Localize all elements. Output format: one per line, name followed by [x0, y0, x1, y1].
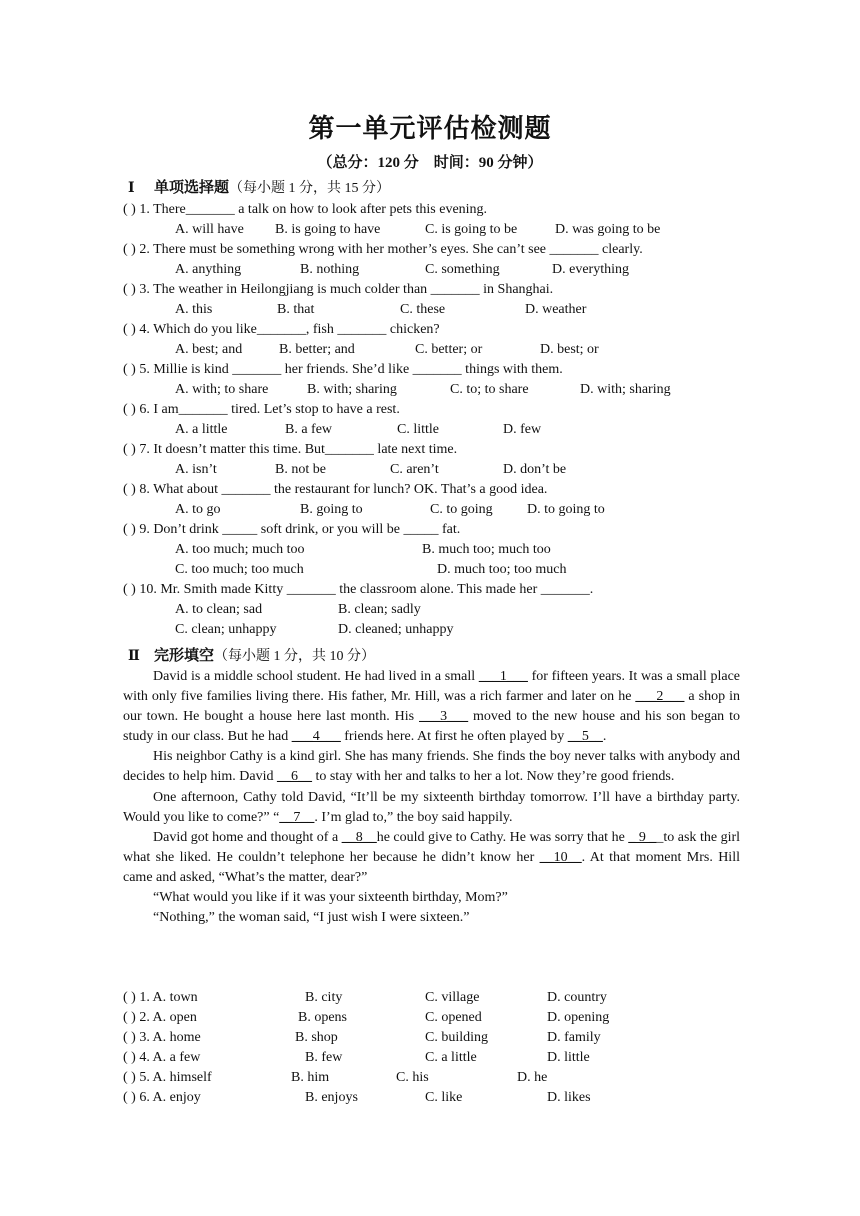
cloze-option: B. shop — [295, 1030, 338, 1045]
question-stem: ( ) 7. It doesn’t matter this time. But_______ late next time. — [123, 442, 458, 457]
answer-option: A. too much; much too — [175, 542, 305, 557]
question-stem: ( ) 6. I am_______ tired. Let’s stop to have a rest. — [123, 402, 400, 417]
cloze-blank: ___4___ — [291, 729, 341, 745]
cloze-blank: __6__ — [276, 769, 312, 785]
passage-text: for fifteen years. It was a small place with only five families living there. His father, Mr. Hill, was a rich farmer and later on he — [123, 669, 741, 705]
passage-text: friends here. At first he often played by — [340, 729, 568, 745]
answer-option: B. much too; much too — [422, 542, 551, 557]
cloze-option: C. building — [425, 1030, 489, 1045]
answer-option: C. to going — [430, 502, 493, 517]
cloze-blank: __10__ — [539, 849, 582, 865]
passage-paragraph — [123, 788, 740, 828]
answer-option: A. best; and — [175, 342, 243, 357]
answer-option: D. to going to — [527, 502, 605, 517]
cloze-question-stem: ( ) 3. A. home — [123, 1030, 201, 1045]
cloze-option: C. his — [396, 1070, 429, 1085]
answer-option: A. with; to share — [175, 382, 269, 397]
section2-heading — [128, 646, 375, 666]
page-subtitle: （总分：120 分 时间：90 分钟） — [317, 155, 543, 171]
answer-option: D. best; or — [540, 342, 599, 357]
answer-option: D. with; sharing — [580, 382, 671, 397]
section2-note: （每小题 1 分，共 10 分） — [214, 649, 376, 664]
answer-option: B. better; and — [279, 342, 355, 357]
passage-text: “Nothing,” the woman said, “I just wish I were sixteen.” — [153, 910, 470, 926]
answer-option: B. is going to have — [275, 222, 381, 237]
passage-text: moved to the new house and his son began to study in our class. But he had — [123, 709, 741, 745]
passage-text: His neighbor Cathy is a kind girl. She has many friends. She finds the boy never talks with anybody and decides to help him. David — [123, 749, 740, 785]
answer-option: C. too much; too much — [175, 562, 304, 577]
answer-option: A. isn’t — [175, 462, 217, 477]
answer-option: A. will have — [175, 222, 244, 237]
cloze-option: D. likes — [547, 1090, 591, 1105]
cloze-option: D. family — [547, 1030, 601, 1045]
passage-text: . At that moment Mrs. Hill came and asked, “What’s the matter, dear?” — [123, 849, 740, 885]
cloze-option: D. little — [547, 1050, 590, 1065]
cloze-option: D. he — [517, 1070, 548, 1085]
cloze-blank: ___3___ — [419, 709, 469, 725]
cloze-question-stem: ( ) 1. A. town — [123, 990, 198, 1005]
answer-option: B. a few — [285, 422, 333, 437]
answer-option: C. is going to be — [425, 222, 518, 237]
cloze-option: C. village — [425, 990, 480, 1005]
answer-option: C. clean; unhappy — [175, 622, 277, 637]
cloze-option: B. opens — [298, 1010, 347, 1025]
cloze-blank: _ 9 _ — [628, 829, 657, 845]
passage-paragraph — [123, 888, 740, 908]
answer-option: C. to; to share — [450, 382, 529, 397]
passage-text: David is a middle school student. He had lived in a small — [153, 669, 479, 684]
answer-option: B. clean; sadly — [338, 602, 421, 617]
section1-title: 单项选择题 — [154, 180, 230, 196]
passage-text: he could give to Cathy. He was sorry that he — [376, 829, 629, 845]
section2-title: 完形填空 — [154, 648, 215, 664]
answer-option: C. something — [425, 262, 500, 277]
cloze-blank: __7__ — [279, 809, 315, 825]
cloze-option: C. opened — [425, 1010, 482, 1025]
question-stem: ( ) 1. There_______ a talk on how to look after pets this evening. — [123, 202, 488, 217]
passage-text: . — [602, 729, 607, 745]
page-title: 第一单元评估检测题 — [308, 114, 552, 143]
answer-option: C. aren’t — [390, 462, 439, 477]
answer-option: B. that — [277, 302, 315, 317]
answer-option: B. not be — [275, 462, 326, 477]
passage-text: One afternoon, Cathy told David, “It’ll be my sixteenth birthday tomorrow. I’ll have a birthday party. Would you like to come?” “ — [123, 789, 740, 825]
answer-option: D. cleaned; unhappy — [338, 622, 454, 637]
question-stem: ( ) 2. There must be something wrong with her mother’s eyes. She can’t see _______ clearly. — [123, 242, 643, 257]
answer-option: A. anything — [175, 262, 242, 277]
cloze-option: B. few — [305, 1050, 343, 1065]
answer-option: A. to clean; sad — [175, 602, 263, 617]
answer-option: D. everything — [552, 262, 629, 277]
answer-option: C. little — [397, 422, 439, 437]
passage-text: . I’m glad to,” the boy said happily. — [314, 809, 513, 825]
question-stem: ( ) 8. What about _______ the restaurant for lunch? OK. That’s a good idea. — [123, 482, 548, 497]
passage-text: David got home and thought of a — [153, 829, 342, 845]
cloze-blank: ___1___ — [478, 669, 528, 684]
cloze-passage — [123, 667, 740, 928]
answer-option: B. with; sharing — [307, 382, 397, 397]
cloze-option: D. country — [547, 990, 607, 1005]
passage-text: to stay with her and talks to her a lot. Now they’re good friends. — [311, 769, 675, 785]
answer-option: B. going to — [300, 502, 363, 517]
cloze-option: C. a little — [425, 1050, 477, 1065]
passage-text: _to ask the girl what she liked. He couldn’t telephone her because he didn’t know her — [123, 829, 741, 865]
answer-option: A. this — [175, 302, 213, 317]
passage-paragraph — [123, 908, 740, 928]
answer-option: A. to go — [175, 502, 221, 517]
cloze-option: D. opening — [547, 1010, 610, 1025]
question-stem: ( ) 5. Millie is kind _______ her friends. She’d like _______ things with them. — [123, 362, 563, 377]
section1-heading — [128, 178, 390, 198]
passage-text: “What would you like if it was your sixteenth birthday, Mom?” — [153, 890, 508, 906]
cloze-blank: __8__ — [341, 829, 377, 845]
question-stem: ( ) 10. Mr. Smith made Kitty _______ the classroom alone. This made her _______. — [123, 582, 594, 597]
answer-option: C. these — [400, 302, 446, 317]
question-stem: ( ) 3. The weather in Heilongjiang is much colder than _______ in Shanghai. — [123, 282, 554, 297]
cloze-question-stem: ( ) 6. A. enjoy — [123, 1090, 201, 1105]
cloze-option: B. enjoys — [305, 1090, 358, 1105]
cloze-option: C. like — [425, 1090, 463, 1105]
question-stem: ( ) 9. Don’t drink _____ soft drink, or you will be _____ fat. — [123, 522, 461, 537]
section1-number: Ⅰ — [128, 181, 135, 196]
answer-option: D. much too; too much — [437, 562, 567, 577]
cloze-question-stem: ( ) 4. A. a few — [123, 1050, 201, 1065]
answer-option: D. few — [503, 422, 542, 437]
answer-option: B. nothing — [300, 262, 360, 277]
answer-option: A. a little — [175, 422, 228, 437]
passage-paragraph — [123, 667, 740, 747]
cloze-option: B. him — [291, 1070, 330, 1085]
answer-option: D. don’t be — [503, 462, 567, 477]
passage-paragraph — [123, 828, 740, 888]
question-stem: ( ) 4. Which do you like_______, fish _______ chicken? — [123, 322, 440, 337]
cloze-blank: ___2___ — [635, 689, 685, 705]
cloze-option: B. city — [305, 990, 343, 1005]
answer-option: C. better; or — [415, 342, 483, 357]
section2-number: Ⅱ — [128, 649, 140, 664]
passage-text: a shop in our town. He bought a house here last month. His — [123, 689, 740, 725]
answer-option: D. was going to be — [555, 222, 661, 237]
passage-paragraph — [123, 747, 740, 787]
section1-note: （每小题 1 分，共 15 分） — [229, 181, 391, 196]
cloze-question-stem: ( ) 2. A. open — [123, 1010, 197, 1025]
cloze-blank: __5__ — [567, 729, 603, 745]
cloze-question-stem: ( ) 5. A. himself — [123, 1070, 212, 1085]
answer-option: D. weather — [525, 302, 587, 317]
